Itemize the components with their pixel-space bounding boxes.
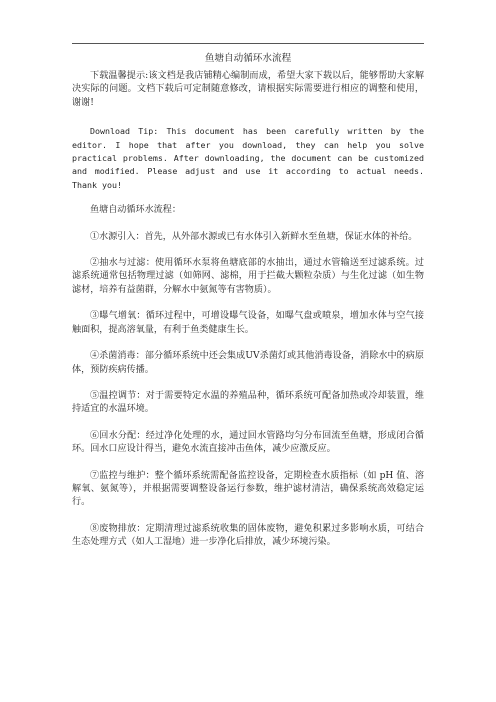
step-8-waste-discharge: ⑧废物排放：定期清理过滤系统收集的固体废物，避免积累过多影响水质，可结合生态处理方式（如人工湿地）进一步净化后排放，减少环境污染。 [72,523,424,548]
document-page [72,0,424,702]
step-5-temperature: ⑤温控调节：对于需要特定水温的养殖品种，循环系统可配备加热或冷却装置，维持适宜的水温环境。 [72,390,424,415]
download-notice-cn: 下载温馨提示:该文档是我店铺精心编制而成，希望大家下载以后，能够帮助大家解决实际的问题。文档下载后可定制随意修改，请根据实际需要进行相应的调整和使用，谢谢! [72,71,424,108]
step-6-return-water: ⑥回水分配：经过净化处理的水，通过回水管路均匀分布回流至鱼塘，形成闭合循环。回水口应设计得当，避免水流直接冲击鱼体，减少应激反应。 [72,430,424,455]
page-title: 鱼塘自动循环水流程 [204,53,292,64]
step-7-monitoring: ⑦监控与维护：整个循环系统需配备监控设备，定期检查水质指标（如 pH 值、溶解氧、氨氮等），并根据需要调整设备运行参数，维护滤材清洁，确保系统高效稳定运行。 [72,470,424,508]
download-notice-en: Download Tip: This document has been carefully written by the editor. I hope that after you download, they can help you solve practical problems. After downloading, the document can be customized and modified. Please adjust and use it according to actual needs. Thank you! [72,126,424,190]
document-body [72,70,424,550]
step-4-sterilization: ④杀菌消毒：部分循环系统中还会集成UV杀菌灯或其他消毒设备，消除水中的病原体，预防疾病传播。 [72,351,424,375]
intro-line: 鱼塘自动循环水流程： [90,205,181,216]
step-2-pump-filter: ②抽水与过滤：使用循环水泵将鱼塘底部的水抽出，通过水管输送至过滤系统。过滤系统通常包括物理过滤（如筛网、滤棉，用于拦截大颗粒杂质）与生化过滤（如生物滤材，培养有益菌群，分解水中氨氮等有害物质）。 [72,258,424,295]
step-3-aeration: ③曝气增氧：循环过程中，可增设曝气设备，如曝气盘或喷泉，增加水体与空气接触面积，提高溶氧量，有利于鱼类健康生长。 [72,311,424,335]
header-rule [72,43,424,44]
step-1-water-intake: ①水源引入：首先，从外部水源或已有水体引入新鲜水至鱼塘，保证水体的补给。 [90,231,418,242]
